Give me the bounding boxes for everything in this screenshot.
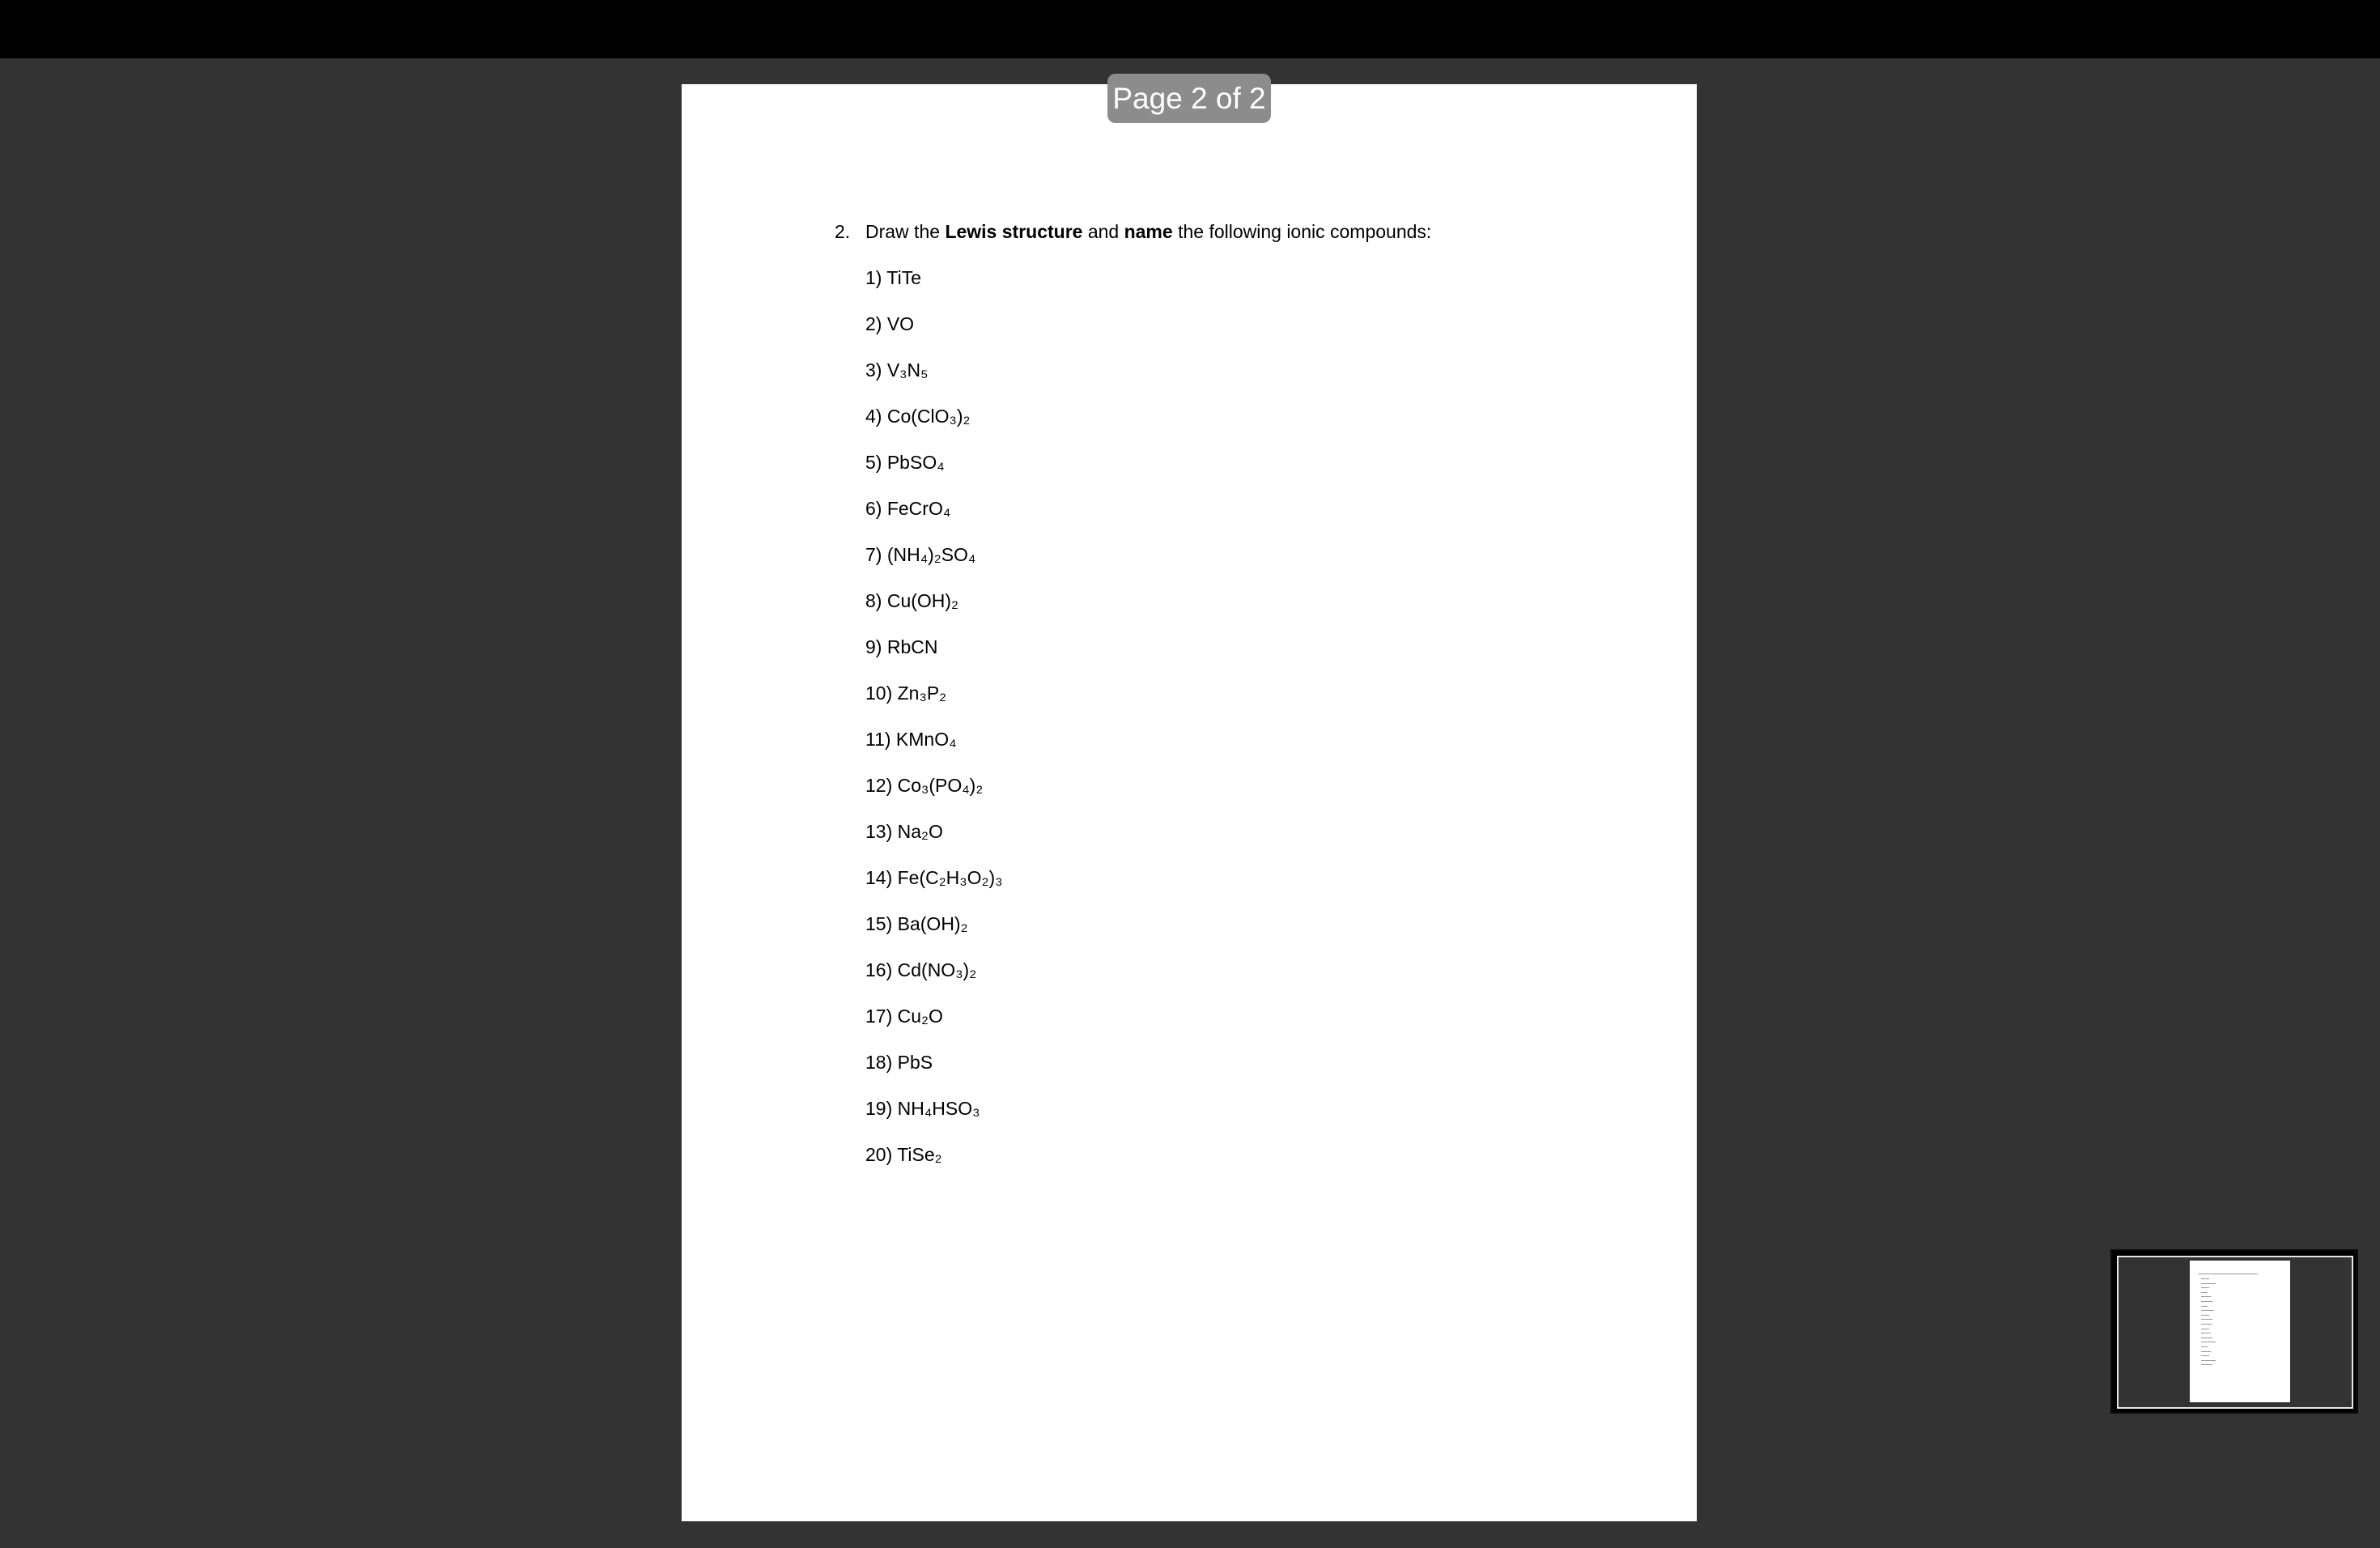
question-bold-name: name (1124, 221, 1173, 242)
minimap-page-thumbnail[interactable] (2190, 1261, 2290, 1402)
minimap-text-line (2201, 1324, 2212, 1325)
list-item: 9) RbCN (865, 636, 938, 657)
minimap-text-line (2201, 1364, 2212, 1365)
list-item: 1) TiTe (865, 267, 922, 288)
list-item: 4) Co(ClO₃)₂ (865, 406, 971, 427)
list-item: 17) Cu₂O (865, 1006, 943, 1027)
question-text-middle: and (1082, 221, 1124, 242)
list-item: 2) VO (865, 313, 915, 334)
list-item: 18) PbS (865, 1052, 933, 1073)
minimap-text-line (2201, 1278, 2209, 1279)
list-item: 19) NH₄HSO₃ (865, 1098, 980, 1119)
minimap-text-line (2201, 1292, 2208, 1293)
list-item: 20) TiSe₂ (865, 1144, 942, 1165)
list-item: 14) Fe(C₂H₃O₂)₃ (865, 867, 1003, 888)
question-text-start: Draw the (865, 221, 946, 242)
page-navigator-minimap[interactable] (2110, 1249, 2358, 1414)
page-indicator: Page 2 of 2 (1107, 74, 1271, 123)
document-page[interactable] (682, 84, 1697, 1521)
minimap-text-line (2201, 1360, 2216, 1361)
minimap-text-line (2201, 1287, 2209, 1288)
list-item: 11) KMnO₄ (865, 729, 957, 750)
minimap-text-line (2201, 1310, 2214, 1311)
minimap-text-line (2201, 1283, 2216, 1284)
list-item: 6) FeCrO₄ (865, 498, 951, 519)
list-item: 5) PbSO₄ (865, 452, 945, 473)
minimap-text-line (2201, 1315, 2209, 1316)
question-text-end: the following ionic compounds: (1172, 221, 1432, 242)
question-number: 2. (835, 221, 851, 242)
minimap-text-line (2201, 1355, 2209, 1356)
minimap-text-line (2201, 1296, 2211, 1297)
question-heading (835, 217, 1431, 246)
minimap-text-line (2201, 1301, 2212, 1302)
list-item: 8) Cu(OH)₂ (865, 590, 958, 611)
compound-list (865, 263, 1003, 1186)
minimap-text-line (2201, 1351, 2211, 1352)
minimap-viewport[interactable] (2117, 1256, 2353, 1409)
list-item: 10) Zn₃P₂ (865, 683, 947, 704)
list-item: 12) Co₃(PO₄)₂ (865, 775, 984, 796)
window-top-bar (0, 0, 2380, 58)
list-item: 7) (NH₄)₂SO₄ (865, 544, 976, 565)
list-item: 3) V₃N₅ (865, 359, 929, 381)
question-bold-lewis: Lewis structure (945, 221, 1083, 242)
minimap-text-line (2201, 1319, 2212, 1320)
list-item: 15) Ba(OH)₂ (865, 913, 968, 934)
minimap-text-line (2201, 1306, 2208, 1307)
minimap-text-line (2201, 1337, 2212, 1338)
list-item: 16) Cd(NO₃)₂ (865, 959, 977, 980)
list-item: 13) Na₂O (865, 821, 943, 842)
minimap-text-line (2201, 1346, 2208, 1347)
